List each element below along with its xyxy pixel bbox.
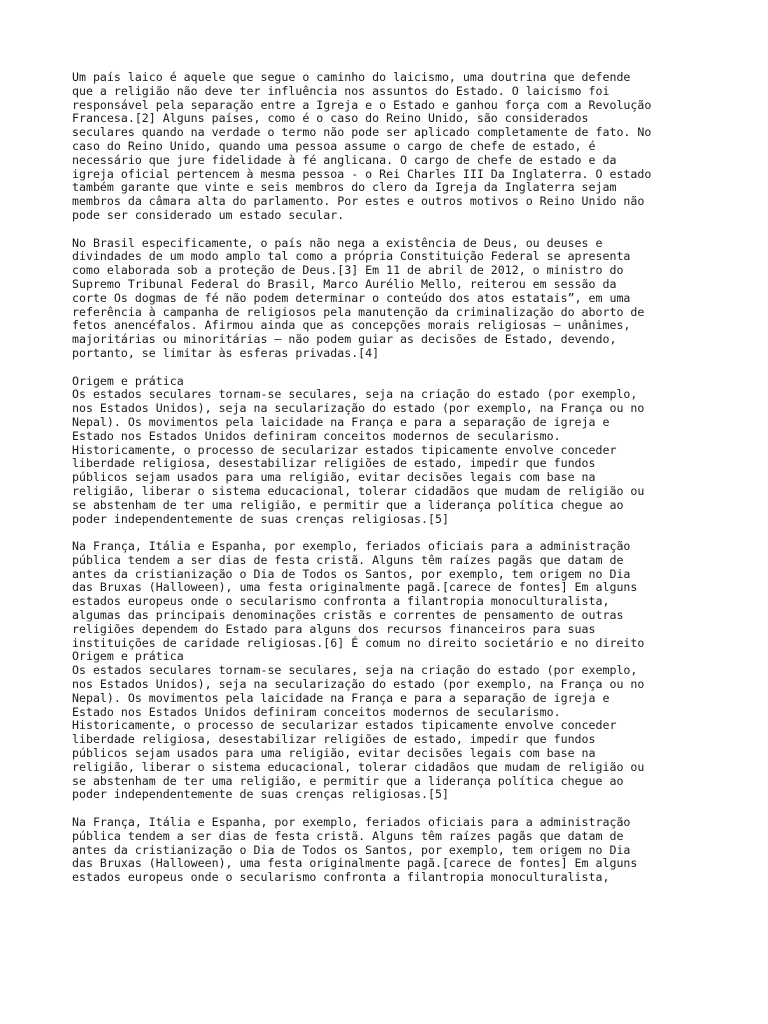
text-line: Na França, Itália e Espanha, por exemplo, feriados oficiais para a administração: [72, 815, 631, 830]
paragraph-gap: [72, 361, 712, 375]
paragraph-gap: [72, 526, 712, 540]
text-line: instituições de caridade religiosas.[6] É comum no direito societário e no direito: [72, 635, 645, 650]
text-line: se abstenham de ter uma religião, e permitir que a liderança política chegue ao: [72, 497, 624, 512]
text-line: corte Os dogmas de fé não podem determinar o conteúdo dos atos estatais”, em uma: [72, 290, 631, 305]
text-line: poder independentemente de suas crenças religiosas.[5]: [72, 787, 449, 802]
text-line: Nepal). Os movimentos pela laicidade na França e para a separação de igreja e: [72, 414, 610, 429]
text-line: que a religião não deve ter influência nos assuntos do Estado. O laicismo foi: [72, 83, 610, 98]
paragraph: [72, 375, 712, 527]
text-line: seculares quando na verdade o termo não pode ser aplicado completamente de fato. No: [72, 125, 652, 140]
text-line: fetos anencéfalos. Afirmou ainda que as concepções morais religiosas — unânimes,: [72, 318, 631, 333]
paragraph: [72, 237, 712, 361]
text-line: Os estados seculares tornam-se seculares, seja na criação do estado (por exemplo,: [72, 387, 638, 402]
text-line: como elaborada sob a proteção de Deus.[3] Em 11 de abril de 2012, o ministro do: [72, 263, 624, 278]
text-line: algumas das principais denominações cristãs e correntes de pensamento de outras: [72, 608, 624, 623]
text-line: nos Estados Unidos), seja na secularização do estado (por exemplo, na França ou no: [72, 401, 645, 416]
text-line: caso do Reino Unido, quando uma pessoa assume o cargo de chefe de estado, é: [72, 138, 596, 153]
text-line: membros da câmara alta do parlamento. Por estes e outros motivos o Reino Unido não: [72, 194, 645, 209]
text-line: estados europeus onde o secularismo confronta a filantropia monoculturalista,: [72, 870, 610, 885]
text-line: referência à campanha de religiosos pela manutenção da criminalização do aborto de: [72, 304, 645, 319]
text-line: Estado nos Estados Unidos definiram conceitos modernos de secularismo.: [72, 704, 561, 719]
text-line: também garante que vinte e seis membros do clero da Igreja da Inglaterra sejam: [72, 180, 617, 195]
text-line: estados europeus onde o secularismo confronta a filantropia monoculturalista,: [72, 594, 610, 609]
document-body: [72, 71, 712, 885]
paragraph: [72, 816, 712, 885]
text-line: necessário que jure fidelidade à fé anglicana. O cargo de chefe de estado e da: [72, 152, 617, 167]
text-line: Historicamente, o processo de secularizar estados tipicamente envolve conceder: [72, 442, 617, 457]
paragraph: [72, 71, 712, 223]
text-line: pode ser considerado um estado secular.: [72, 207, 345, 222]
text-line: religiões dependem do Estado para alguns dos recursos financeiros para suas: [72, 621, 596, 636]
text-line: majoritárias ou minoritárias — não podem guiar as decisões de Estado, devendo,: [72, 332, 617, 347]
text-line: Nepal). Os movimentos pela laicidade na França e para a separação de igreja e: [72, 690, 610, 705]
text-line: Francesa.[2] Alguns países, como é o caso do Reino Unido, são considerados: [72, 111, 589, 126]
text-line: nos Estados Unidos), seja na secularização do estado (por exemplo, na França ou no: [72, 677, 645, 692]
text-line: Na França, Itália e Espanha, por exemplo, feriados oficiais para a administração: [72, 539, 631, 554]
text-line: Os estados seculares tornam-se seculares, seja na criação do estado (por exemplo,: [72, 663, 638, 678]
text-line: antes da cristianização o Dia de Todos os Santos, por exemplo, tem origem no Dia: [72, 842, 631, 857]
paragraph-gap: [72, 223, 712, 237]
text-line: se abstenham de ter uma religião, e permitir que a liderança política chegue ao: [72, 773, 624, 788]
text-line: divindades de um modo amplo tal como a própria Constituição Federal se apresenta: [72, 249, 631, 264]
paragraph-gap: [72, 802, 712, 816]
text-line: No Brasil especificamente, o país não nega a existência de Deus, ou deuses e: [72, 235, 603, 250]
text-line: religião, liberar o sistema educacional, tolerar cidadãos que mudam de religião ou: [72, 759, 645, 774]
text-line: Estado nos Estados Unidos definiram conceitos modernos de secularismo.: [72, 428, 561, 443]
text-line: poder independentemente de suas crenças religiosas.[5]: [72, 511, 449, 526]
text-line: públicos sejam usados para uma religião, evitar decisões legais com base na: [72, 470, 596, 485]
document-content: [72, 71, 712, 885]
text-line: pública tendem a ser dias de festa cristã. Alguns têm raízes pagãs que datam de: [72, 828, 624, 843]
section-heading: Origem e prática: [72, 649, 184, 664]
section-heading: Origem e prática: [72, 373, 184, 388]
text-line: igreja oficial pertencem à mesma pessoa - o Rei Charles III Da Inglaterra. O estado: [72, 166, 652, 181]
text-line: Historicamente, o processo de secularizar estados tipicamente envolve conceder: [72, 718, 617, 733]
text-line: Um país laico é aquele que segue o caminho do laicismo, uma doutrina que defende: [72, 70, 631, 84]
text-line: das Bruxas (Halloween), uma festa originalmente pagã.[carece de fontes] Em alguns: [72, 580, 638, 595]
text-line: portanto, se limitar às esferas privadas.[4]: [72, 345, 380, 360]
text-line: Supremo Tribunal Federal do Brasil, Marco Aurélio Mello, reiterou em sessão da: [72, 276, 617, 291]
text-line: liberdade religiosa, desestabilizar religiões de estado, impedir que fundos: [72, 732, 596, 747]
text-line: das Bruxas (Halloween), uma festa originalmente pagã.[carece de fontes] Em alguns: [72, 856, 638, 871]
text-line: antes da cristianização o Dia de Todos os Santos, por exemplo, tem origem no Dia: [72, 566, 631, 581]
paragraph: [72, 540, 712, 802]
text-line: religião, liberar o sistema educacional, tolerar cidadãos que mudam de religião ou: [72, 483, 645, 498]
text-line: responsável pela separação entre a Igreja e o Estado e ganhou força com a Revolução: [72, 97, 652, 112]
text-line: públicos sejam usados para uma religião, evitar decisões legais com base na: [72, 746, 596, 761]
text-line: pública tendem a ser dias de festa cristã. Alguns têm raízes pagãs que datam de: [72, 552, 624, 567]
text-line: liberdade religiosa, desestabilizar religiões de estado, impedir que fundos: [72, 456, 596, 471]
